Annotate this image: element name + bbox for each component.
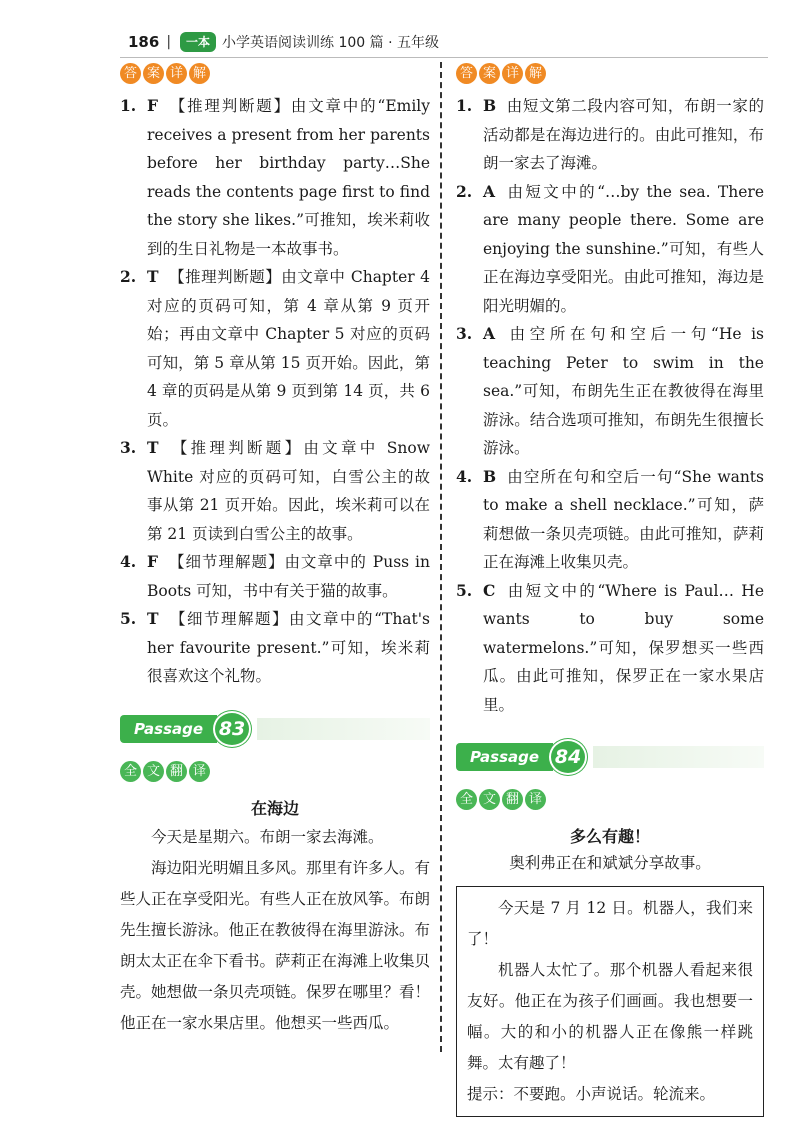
story-box xyxy=(456,886,764,1117)
answer-item: 3. T 【推理判断题】由文章中 Snow White 对应的页码可知，白雪公主的故事从第 21 页开始。因此，埃米莉可以在第 21 页读到白雪公主的故事。 xyxy=(120,438,430,543)
passage-84-tag xyxy=(456,741,764,773)
answer-text: 由空所在句和空后一句“She wants to make a shell necklace.”可知，萨莉想做一条贝壳项链。由此可推知，萨莉正在海滩上收集贝壳。 xyxy=(483,467,764,571)
brand-logo: 一本 xyxy=(180,32,216,52)
book-title: 小学英语阅读训练 100 篇 · 五年级 xyxy=(222,35,440,51)
answer-text: 【推理判断题】由文章中 Chapter 4 对应的页码可知，第 4 章从第 9 页开始；再由文章中 Chapter 5 对应的页码可知，第 5 章从第 15 页开始。因此，第 4 章的页码是从第 9 页到第 14 页，共 6 页。 xyxy=(147,268,430,429)
badge-char: 解 xyxy=(189,63,210,84)
answer-item: 5. C 由短文中的“Where is Paul… He wants to buy some watermelons.”可知，保罗想买一些西瓜。由此可推知，保罗正在一家水果店里。 xyxy=(456,580,764,714)
answer-item: 3. A 由空所在句和空后一句“He is teaching Peter to swim in the sea.”可知，布朗先生正在教彼得在海里游泳。结合选项可推知，布朗先生很擅长游泳。 xyxy=(456,324,764,457)
answer-letter: F xyxy=(147,552,159,571)
answer-item: 4. B 由空所在句和空后一句“She wants to make a shell necklace.”可知，萨莉想做一条贝壳项链。由此可推知，萨莉正在海滩上收集贝壳。 xyxy=(456,466,764,571)
story-paragraph: 今天是 7 月 12 日。机器人，我们来了！ xyxy=(467,899,753,948)
answers-badge xyxy=(120,63,210,84)
story-title: 多么有趣！ xyxy=(569,827,650,846)
badge-char: 全 xyxy=(120,761,141,782)
answer-letter: A xyxy=(483,324,496,343)
answer-letter: C xyxy=(483,580,496,600)
passage-banner-streak xyxy=(593,746,764,768)
badge-char: 翻 xyxy=(166,761,187,782)
badge-char: 案 xyxy=(143,63,164,84)
badge-char: 译 xyxy=(525,789,546,810)
badge-char: 翻 xyxy=(502,789,523,810)
answer-text: 由短文第二段内容可知，布朗一家的活动都是在海边进行的。由此可推知，布朗一家去了海滩。 xyxy=(483,97,764,172)
passage-number: 83 xyxy=(213,711,251,747)
answer-item: 2. A 由短文中的“…by the sea. There are many people there. Some are enjoying the sunshine.”可知，有些人正在海边享受阳光。由此可推知，海边是阳光明媚的。 xyxy=(456,181,764,315)
passage-label: Passage xyxy=(120,715,217,743)
badge-char: 详 xyxy=(502,63,523,84)
answer-item: 1. F 【推理判断题】由文章中的“Emily receives a present from her parents before her birthday party…She reads the contents page first to find the story she likes.”可推知，埃米莉收到的生日礼物是一本故事书。 xyxy=(120,96,430,258)
answer-text: 由短文中的“Where is Paul… He wants to buy some watermelons.”可知，保罗想买一些西瓜。由此可推知，保罗正在一家水果店里。 xyxy=(483,581,764,714)
badge-char: 全 xyxy=(456,789,477,810)
column-divider xyxy=(440,62,442,1052)
answer-letter: B xyxy=(483,96,497,115)
answer-letter: T xyxy=(147,438,159,457)
answer-text: 【推理判断题】由文章中 Snow White 对应的页码可知，白雪公主的故事从第 21 页开始。因此，埃米莉可以在第 21 页读到白雪公主的故事。 xyxy=(147,439,430,543)
answer-text: 【推理判断题】由文章中的“Emily receives a present from her parents before her birthday party…She reads the contents page first to find the story she likes.”可推知，埃米莉收到的生日礼物是一本故事书。 xyxy=(147,97,430,258)
header-separator: | xyxy=(166,34,172,50)
passage-label: Passage xyxy=(456,743,553,771)
answer-item: 5. T 【细节理解题】由文章中的“That's her favourite present.”可知，埃米莉很喜欢这个礼物。 xyxy=(120,609,430,685)
answer-text: 由短文中的“…by the sea. There are many people there. Some are enjoying the sunshine.”可知，有些人正在海边享受阳光。由此可推知，海边是阳光明媚的。 xyxy=(483,182,764,315)
story-paragraph: 海边阳光明媚且多风。那里有许多人。有些人正在享受阳光。有些人正在放风筝。布朗先生擅长游泳。他正在教彼得在海里游泳。布朗太太正在伞下看书。萨莉正在海滩上收集贝壳。她想做一条贝壳项链。保罗在哪里？看！他正在一家水果店里。他想买一些西瓜。 xyxy=(120,858,431,1032)
badge-char: 答 xyxy=(120,63,141,84)
left-column xyxy=(120,62,430,1039)
answer-letter: A xyxy=(483,181,496,201)
story-paragraph: 今天是星期六。布朗一家去海滩。 xyxy=(151,827,384,846)
translation-badge xyxy=(456,789,546,810)
story-body xyxy=(120,822,430,1039)
story-tip: 提示：不要跑。小声说话。轮流来。 xyxy=(467,1085,716,1103)
passage-83-tag xyxy=(120,713,430,745)
badge-char: 解 xyxy=(525,63,546,84)
answer-item: 1. B 由短文第二段内容可知，布朗一家的活动都是在海边进行的。由此可推知，布朗一家去了海滩。 xyxy=(456,96,764,172)
badge-char: 译 xyxy=(189,761,210,782)
page-number: 186 xyxy=(128,33,160,51)
badge-char: 案 xyxy=(479,63,500,84)
badge-char: 文 xyxy=(143,761,164,782)
answer-item: 2. T 【推理判断题】由文章中 Chapter 4 对应的页码可知，第 4 章从第 9 页开始；再由文章中 Chapter 5 对应的页码可知，第 5 章从第 15 页开始。因此，第 4 章的页码是从第 9 页到第 14 页，共 6 页。 xyxy=(120,267,430,429)
answer-list xyxy=(120,92,430,691)
story-title: 在海边 xyxy=(250,798,299,818)
answer-text: 由空所在句和空后一句“He is teaching Peter to swim in the sea.”可知，布朗先生正在教彼得在海里游泳。结合选项可推知，布朗先生很擅长游泳。 xyxy=(483,325,764,457)
answer-item: 4. F 【细节理解题】由文章中的 Puss in Boots 可知，书中有关于猫的故事。 xyxy=(120,552,430,600)
translation-badge xyxy=(120,761,210,782)
passage-number: 84 xyxy=(549,739,587,775)
answer-letter: T xyxy=(147,609,159,628)
story-paragraph: 机器人太忙了。那个机器人看起来很友好。他正在为孩子们画画。我也想要一幅。大的和小的机器人正在像熊一样跳舞。太有趣了！ xyxy=(467,961,753,1072)
answer-letter: B xyxy=(483,466,497,486)
right-column xyxy=(456,62,764,1117)
page-header xyxy=(128,28,439,56)
badge-char: 答 xyxy=(456,63,477,84)
answer-list xyxy=(456,92,764,719)
answer-letter: T xyxy=(147,267,159,286)
story-subtitle: 奥利弗正在和斌斌分享故事。 xyxy=(509,854,711,872)
badge-char: 详 xyxy=(166,63,187,84)
answer-text: 【细节理解题】由文章中的“That's her favourite present.”可知，埃米莉很喜欢这个礼物。 xyxy=(147,610,430,685)
answer-text: 【细节理解题】由文章中的 Puss in Boots 可知，书中有关于猫的故事。 xyxy=(147,553,430,600)
passage-banner-streak xyxy=(257,718,430,740)
header-rule xyxy=(120,57,768,58)
answers-badge xyxy=(456,63,546,84)
badge-char: 文 xyxy=(479,789,500,810)
answer-letter: F xyxy=(147,96,159,115)
